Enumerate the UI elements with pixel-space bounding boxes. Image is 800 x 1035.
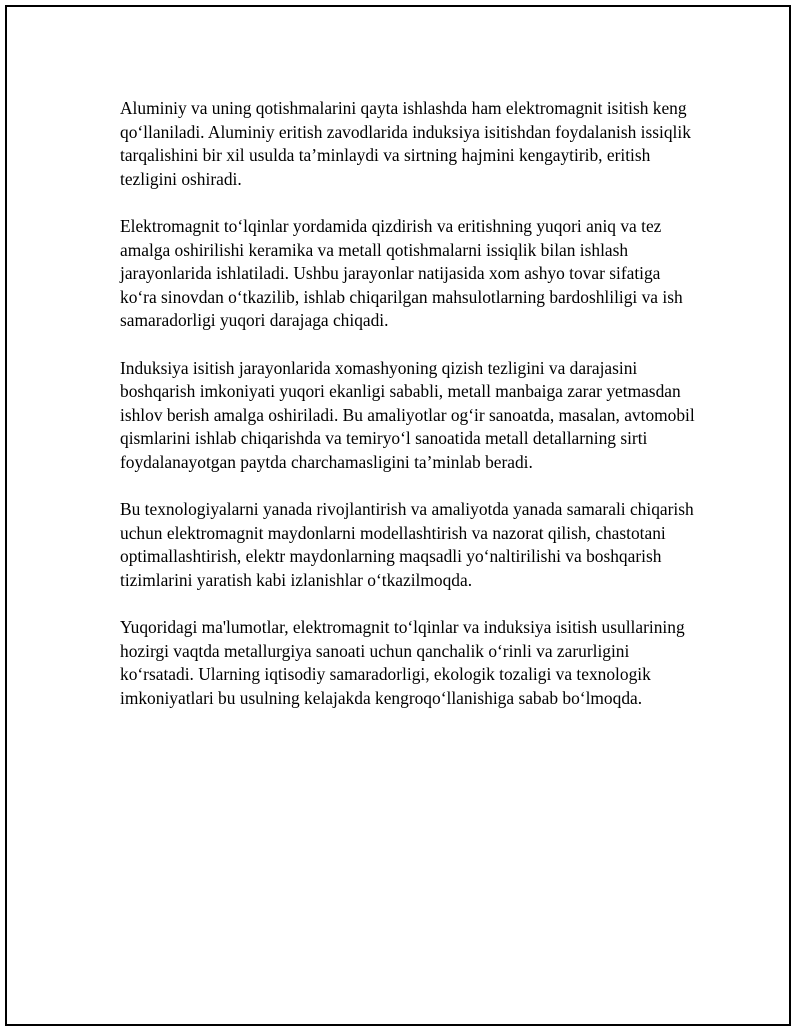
document-body bbox=[120, 97, 700, 734]
paragraph-4: Bu texnologiyalarni yanada rivojlantirish va amaliyotda yanada samarali chiqarish uchun elektromagnit maydonlarni modellashtirish va nazorat qilish, chastotani optimallashtirish, elektr maydonlarning maqsadli yo‘naltirilishi va boshqarish tizimlarini yaratish kabi izlanishlar o‘tkazilmoqda. bbox=[120, 499, 694, 590]
page-frame bbox=[5, 5, 791, 1026]
paragraph-2: Elektromagnit to‘lqinlar yordamida qizdirish va eritishning yuqori aniq va tez amalga oshirilishi keramika va metall qotishmalarni issiqlik bilan ishlash jarayonlarida ishlatiladi. Ushbu jarayonlar natijasida xom ashyo tovar sifatiga ko‘ra sinovdan o‘tkazilib, ishlab chiqarilgan mahsulotlarning bardoshliligi va ish samaradorligi yuqori darajaga chiqadi. bbox=[120, 215, 683, 331]
paragraph-3: Induksiya isitish jarayonlarida xomashyoning qizish tezligini va darajasini boshqarish imkoniyati yuqori ekanligi sababli, metall manbaiga zarar yetmasdan ishlov berish amalga oshiriladi. Bu amaliyotlar og‘ir sanoatda, masalan, avtomobil qismlarini ishlab chiqarishda va temiryo‘l sanoatida metall detallarning sirti foydalanayotgan paytda charchamasligini ta’minlab beradi. bbox=[120, 357, 695, 472]
paragraph-5: Yuqoridagi ma'lumotlar, elektromagnit to‘lqinlar va induksiya isitish usullarining hozirgi vaqtda metallurgiya sanoati uchun qanchalik o‘rinli va zarurligini ko‘rsatadi. Ularning iqtisodiy samaradorligi, ekologik tozaligi va texnologik imkoniyatlari bu usulning kelajakda kengroqo‘llanishiga sabab bo‘lmoqda. bbox=[120, 617, 685, 708]
paragraph-1: Aluminiy va uning qotishmalarini qayta ishlashda ham elektromagnit isitish keng qo‘llaniladi. Aluminiy eritish zavodlarida induksiya isitishdan foydalanish issiqlik tarqalishini bir xil usulda ta’minlaydi va sirtning hajmini kengaytirib, eritish tezligini oshiradi. bbox=[120, 98, 691, 189]
